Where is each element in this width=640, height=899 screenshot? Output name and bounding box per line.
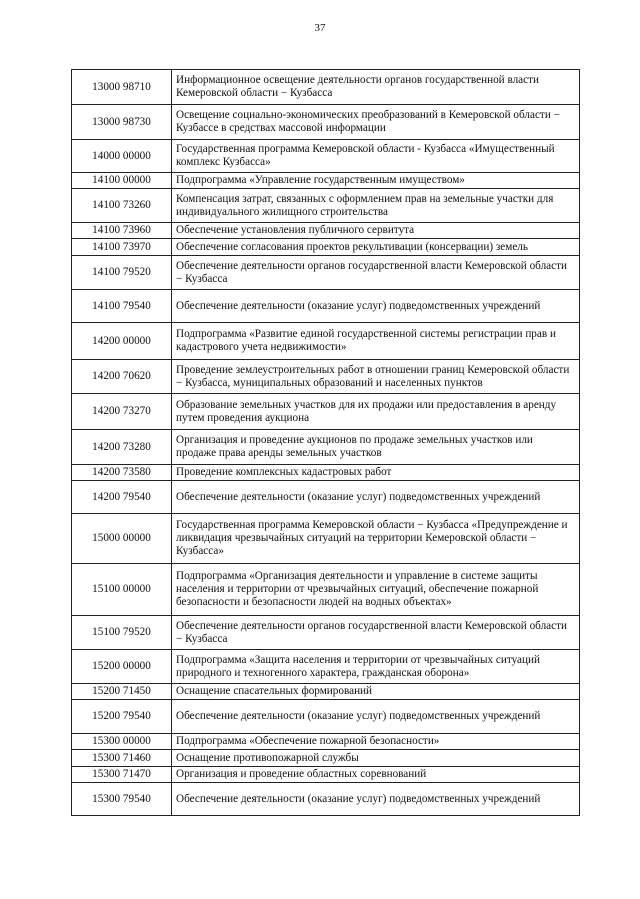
name-cell: Обеспечение деятельности (оказание услуг) подведомственных учреждений — [172, 783, 580, 816]
table-row — [72, 360, 580, 394]
budget-code-table — [71, 69, 580, 816]
table-row — [72, 564, 580, 616]
code-cell: 15200 00000 — [72, 650, 172, 684]
table-row — [72, 616, 580, 650]
table-row — [72, 394, 580, 430]
name-cell: Проведение землеустроительных работ в отношении границ Кемеровской области − Кузбасса, муниципальных образований и населенных пунктов — [172, 360, 580, 394]
code-cell: 14200 00000 — [72, 323, 172, 360]
table-row — [72, 223, 580, 239]
name-cell: Обеспечение деятельности (оказание услуг) подведомственных учреждений — [172, 700, 580, 734]
code-cell: 15100 79520 — [72, 616, 172, 650]
table-row — [72, 767, 580, 783]
table-body — [72, 70, 580, 816]
code-cell: 14100 73960 — [72, 223, 172, 239]
name-cell: Обеспечение установления публичного сервитута — [172, 223, 580, 239]
table-row — [72, 323, 580, 360]
code-cell: 15000 00000 — [72, 514, 172, 564]
table-row — [72, 700, 580, 734]
code-cell: 15300 71460 — [72, 750, 172, 767]
code-cell: 14200 73270 — [72, 394, 172, 430]
table-row — [72, 465, 580, 481]
table-row — [72, 650, 580, 684]
name-cell: Подпрограмма «Обеспечение пожарной безопасности» — [172, 734, 580, 750]
table-row — [72, 481, 580, 514]
code-cell: 15300 71470 — [72, 767, 172, 783]
code-cell: 15200 79540 — [72, 700, 172, 734]
name-cell: Обеспечение деятельности органов государственной власти Кемеровской области − Кузбасса — [172, 616, 580, 650]
code-cell: 13000 98710 — [72, 70, 172, 105]
code-cell: 14200 73280 — [72, 430, 172, 465]
table-row — [72, 514, 580, 564]
name-cell: Обеспечение деятельности органов государственной власти Кемеровской области − Кузбасса — [172, 256, 580, 290]
code-cell: 14100 00000 — [72, 173, 172, 189]
table-row — [72, 783, 580, 816]
name-cell: Обеспечение деятельности (оказание услуг) подведомственных учреждений — [172, 481, 580, 514]
table-row — [72, 173, 580, 189]
table-row — [72, 430, 580, 465]
name-cell: Оснащение спасательных формирований — [172, 684, 580, 700]
table-row — [72, 140, 580, 173]
table-row — [72, 239, 580, 256]
name-cell: Образование земельных участков для их продажи или предоставления в аренду путем проведения аукциона — [172, 394, 580, 430]
name-cell: Организация и проведение областных соревнований — [172, 767, 580, 783]
name-cell: Компенсация затрат, связанных с оформлением прав на земельные участки для индивидуального жилищного строительства — [172, 189, 580, 223]
name-cell: Обеспечение согласования проектов рекультивации (консервации) земель — [172, 239, 580, 256]
code-cell: 13000 98730 — [72, 105, 172, 140]
code-cell: 14100 73260 — [72, 189, 172, 223]
code-cell: 14200 73580 — [72, 465, 172, 481]
name-cell: Подпрограмма «Развитие единой государственной системы регистрации прав и кадастрового учета недвижимости» — [172, 323, 580, 360]
page-number: 37 — [314, 22, 326, 34]
name-cell: Информационное освещение деятельности органов государственной власти Кемеровской области − Кузбасса — [172, 70, 580, 105]
table-row — [72, 734, 580, 750]
name-cell: Проведение комплексных кадастровых работ — [172, 465, 580, 481]
code-cell: 14000 00000 — [72, 140, 172, 173]
table-row — [72, 256, 580, 290]
code-cell: 14100 79520 — [72, 256, 172, 290]
table-row — [72, 750, 580, 767]
name-cell: Подпрограмма «Управление государственным имуществом» — [172, 173, 580, 189]
code-cell: 15100 00000 — [72, 564, 172, 616]
table-row — [72, 684, 580, 700]
code-cell: 14100 79540 — [72, 290, 172, 323]
code-cell: 14200 79540 — [72, 481, 172, 514]
name-cell: Оснащение противопожарной службы — [172, 750, 580, 767]
name-cell: Государственная программа Кемеровской области - Кузбасса «Имущественный комплекс Кузбасса» — [172, 140, 580, 173]
table-row — [72, 290, 580, 323]
code-cell: 14200 70620 — [72, 360, 172, 394]
table-row — [72, 70, 580, 105]
name-cell: Освещение социально-экономических преобразований в Кемеровской области − Кузбассе в средствах массовой информации — [172, 105, 580, 140]
name-cell: Подпрограмма «Организация деятельности и управление в системе защиты населения и территории от чрезвычайных ситуаций, обеспечение пожарной безопасности и безопасности людей на водных объектах» — [172, 564, 580, 616]
code-cell: 14100 73970 — [72, 239, 172, 256]
code-cell: 15300 79540 — [72, 783, 172, 816]
name-cell: Государственная программа Кемеровской области − Кузбасса «Предупреждение и ликвидация чрезвычайных ситуаций на территории Кемеровской области − Кузбасса» — [172, 514, 580, 564]
table-row — [72, 105, 580, 140]
code-cell: 15200 71450 — [72, 684, 172, 700]
name-cell: Обеспечение деятельности (оказание услуг) подведомственных учреждений — [172, 290, 580, 323]
name-cell: Подпрограмма «Защита населения и территории от чрезвычайных ситуаций природного и техногенного характера, гражданская оборона» — [172, 650, 580, 684]
name-cell: Организация и проведение аукционов по продаже земельных участков или продаже права аренды земельных участков — [172, 430, 580, 465]
table-row — [72, 189, 580, 223]
code-cell: 15300 00000 — [72, 734, 172, 750]
